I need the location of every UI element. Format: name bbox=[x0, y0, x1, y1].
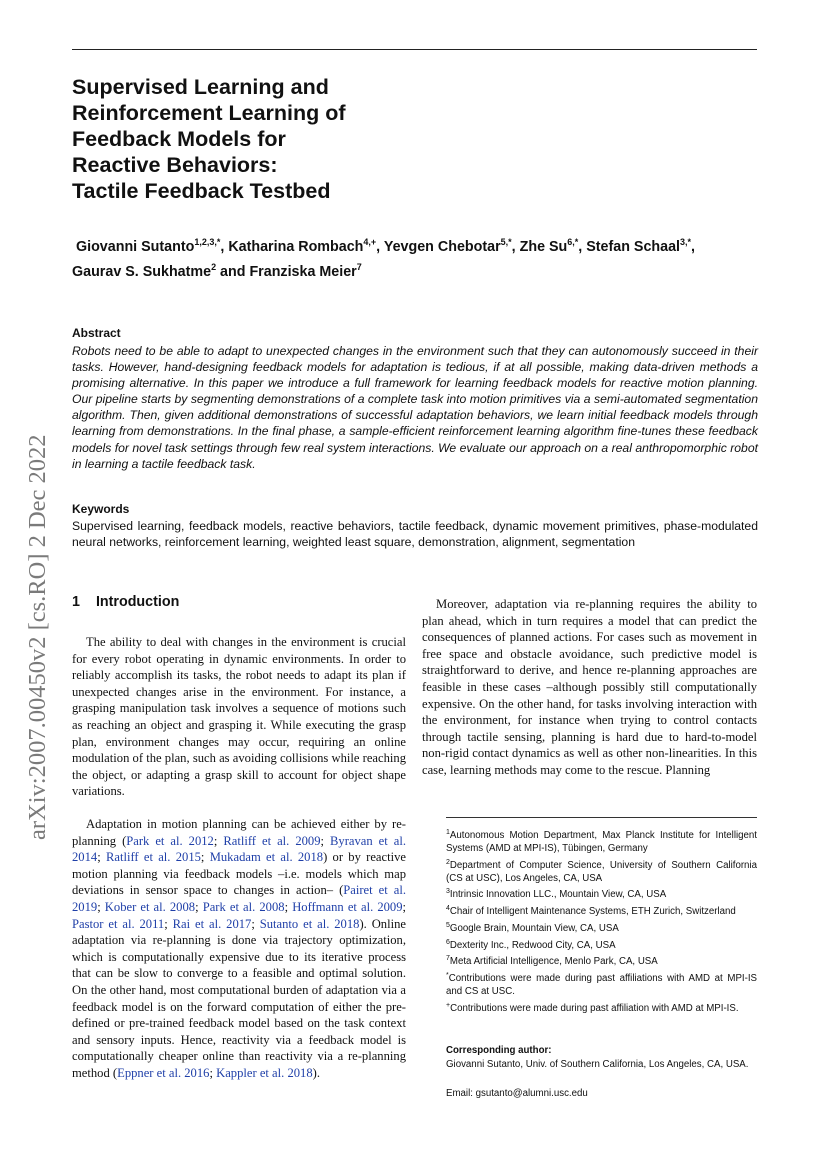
footnote-mark: 4 bbox=[446, 905, 450, 913]
footnote-mark: 7 bbox=[446, 955, 450, 963]
section-heading-introduction bbox=[72, 594, 179, 610]
affiliation-footnote bbox=[446, 856, 757, 885]
author-affiliation-mark: 5,* bbox=[500, 237, 512, 247]
affiliation-footnote bbox=[446, 919, 757, 935]
citation-link[interactable]: Rai et al. 2017 bbox=[172, 916, 252, 931]
intro-paragraph-3: Moreover, adaptation via re-planning requires the ability to plan ahead, which in turn requires a model that can predict the consequences of planned actions. For cases such as movement in free space and obstacle avoidance, such predictive model is straightforward to derive, and hence re-planning approaches are feasible in these cases –although possibly still computationally expensive. On the other hand, for tasks involving interaction with the environment, for instance when trying to control contacts through tactile sensing, planning is hard due to hard-to-model non-rigid contact dynamics as well as other non-linearities. In this case, learning methods may come to the rescue. Planning bbox=[422, 597, 757, 777]
citation-link[interactable]: Pairet et al. 2019 bbox=[72, 883, 407, 914]
title-line: Feedback Models for bbox=[72, 127, 286, 151]
corresponding-author-email[interactable]: Email: gsutanto@alumni.usc.edu bbox=[446, 1088, 588, 1099]
citation-link[interactable]: Ratliff et al. 2009 bbox=[223, 833, 321, 848]
footnote-mark: 1 bbox=[446, 829, 450, 836]
abstract-text: Robots need to be able to adapt to unexpected changes in the environment such that they can autonomously succeed in their tasks. However, hand-designing feedback models for adaptation is tedious, if at all possible, making data-driven methods a promising alternative. In this paper we introduce a full framework for learning feedback models for reactive motion planning. Our pipeline starts by segmenting demonstrations of a complete task into motion primitives via a semi-automated segmentation algorithm. Then, given additional demonstrations of successful adaptation behaviors, we learn initial feedback models through learning from demonstrations. In the final phase, a sample-efficient reinforcement learning algorithm fine-tunes these feedback models for novel task settings through few real system interactions. We evaluate our approach on a real anthropomorphic robot in learning a tactile feedback task. bbox=[72, 344, 758, 471]
title-line: Reactive Behaviors: bbox=[72, 153, 278, 177]
author-affiliation-mark: 6,* bbox=[567, 237, 579, 247]
author-list: Giovanni Sutanto$^{1,2,3,*}$, Katharina Rombach$^{4,+}$, Yevgen Chebotar$^{5,*}$, Zhe $Su^{6,*}$, Stefan Schaal$^{3,*}$, Gaurav S. Sukhatme$^2$ and Franziska Meier$^7$ bbox=[72, 237, 696, 280]
author-name: Yevgen Chebotar bbox=[383, 238, 501, 255]
affiliation-footnote bbox=[446, 969, 757, 998]
title-line: Tactile Feedback Testbed bbox=[72, 179, 331, 203]
author-name: Franziska Meier bbox=[249, 263, 357, 280]
citation-link[interactable]: Sutanto et al. 2018 bbox=[259, 916, 360, 931]
author-affiliation-mark: 3,* bbox=[680, 237, 692, 247]
citation-link[interactable]: Pastor et al. 2011 bbox=[72, 916, 165, 931]
citation-link[interactable]: Byravan et al. 2014 bbox=[72, 833, 406, 865]
footnote-mark: 6 bbox=[446, 938, 450, 946]
affiliation-footnote bbox=[446, 936, 757, 952]
author-name: Gaurav S. Sukhatme bbox=[72, 263, 212, 280]
section-number: 1 bbox=[72, 594, 80, 610]
author-affiliation-mark: 4,+ bbox=[363, 237, 377, 247]
footnote-text: Dexterity Inc., Redwood City, CA, USA bbox=[449, 939, 616, 951]
keywords-heading: Keywords bbox=[72, 502, 130, 516]
footnote-rule bbox=[446, 817, 757, 818]
affiliation-footnote bbox=[446, 952, 757, 968]
footnote-mark: + bbox=[446, 1001, 451, 1009]
corresponding-author-heading: Corresponding author: bbox=[446, 1045, 552, 1056]
author-name: Stefan Schaal bbox=[586, 238, 681, 255]
keywords-text: Supervised learning, feedback models, reactive behaviors, tactile feedback, dynamic movement primitives, phase-modulated neural networks, reinforcement learning, weighted least square, demonstration, alignment, segmentation bbox=[72, 519, 758, 550]
footnote-text: Contributions were made during past affiliation with AMD at MPI-IS. bbox=[450, 1003, 739, 1015]
author-affiliation-mark: 2 bbox=[211, 261, 217, 272]
affiliation-footnote bbox=[446, 826, 757, 855]
citation-link[interactable]: Eppner et al. 2016 bbox=[117, 1065, 210, 1080]
author-affiliation-mark: 7 bbox=[356, 261, 362, 272]
footnote-text: Contributions were made during past affiliations with AMD at MPI-IS and CS at USC. bbox=[446, 973, 757, 998]
footnote-text: Autonomous Motion Department, Max Planck Institute for Intelligent Systems (AMD at MPI-IS), Tübingen, Germany bbox=[446, 830, 757, 855]
citation-link[interactable]: Park et al. 2008 bbox=[202, 899, 285, 914]
section-title: Introduction bbox=[95, 594, 180, 610]
affiliation-footnote bbox=[446, 999, 757, 1015]
citation-link[interactable]: Park et al. 2012 bbox=[126, 833, 214, 848]
footnote-text: Meta Artificial Intelligence, Menlo Park, CA, USA bbox=[449, 956, 658, 968]
footnote-mark: 3 bbox=[446, 888, 450, 896]
footnote-text: Chair of Intelligent Maintenance Systems, ETH Zurich, Switzerland bbox=[449, 906, 736, 918]
author-affiliation-mark: 1,2,3,* bbox=[194, 237, 221, 247]
citation-link[interactable]: Hoffmann et al. 2009 bbox=[292, 899, 403, 914]
header-rule bbox=[72, 49, 757, 50]
title-line: Reinforcement Learning of bbox=[72, 101, 346, 125]
abstract-heading: Abstract bbox=[72, 326, 121, 340]
footnote-mark: 5 bbox=[446, 921, 450, 929]
affiliation-footnotes bbox=[446, 826, 757, 1016]
paper-title bbox=[72, 74, 432, 204]
footnote-text: Intrinsic Innovation LLC., Mountain View, CA, USA bbox=[449, 889, 667, 901]
author-name: Zhe Su bbox=[519, 238, 568, 255]
corresponding-author-text: Giovanni Sutanto, Univ. of Southern California, Los Angeles, CA, USA. bbox=[446, 1059, 749, 1070]
affiliation-footnote bbox=[446, 885, 757, 901]
affiliation-footnote bbox=[446, 902, 757, 918]
intro-paragraph-1: The ability to deal with changes in the environment is crucial for every robot operating in dynamic environments. In order to reliably accomplish its tasks, the robot needs to adapt its plan if unexpected changes arise in the environment. For instance, a grasping manipulation task involves a sequence of motions such as reaching an object and grasping it. While executing the grasp plan, environment changes may occur, requiring an online modulation of the plan, such as avoiding collisions while reaching the object, or adapting a grasp skill to account for object shape variations. bbox=[72, 635, 406, 799]
title-line: Supervised Learning and bbox=[72, 75, 329, 99]
footnote-mark: 2 bbox=[446, 858, 450, 866]
citation-link[interactable]: Kappler et al. 2018 bbox=[216, 1065, 313, 1080]
footnote-text: Department of Computer Science, University of Southern California (CS at USC), Los Angeles, CA, USA bbox=[446, 859, 757, 884]
arxiv-identifier[interactable]: arXiv:2007.00450v2 [cs.RO] 2 Dec 2022 bbox=[24, 434, 51, 840]
intro-paragraph-2: Adaptation in motion planning can be achieved either by re-planning (Park et al. 2012; Ratliff et al. 2009; Byravan et al. 2014; Ratliff et al. 2015; Mukadam et al. 2018) or by reactive motion planning via feedback models –i.e. models which map deviations in sensor space to changes in action– (Pairet et al. 2019; Kober et al. 2008; Park et al. 2008; Hoffmann et al. 2009; Pastor et al. 2011; Rai et al. 2017; Sutanto et al. 2018). Online adaptation via re-planning is done via trajectory optimization, which is computationally expensive due to its iterative process that can be slow to converge to a feasible and optimal solution. On the other hand, most computational burden of adaptation via a feedback model is on the forward computation of either the pre-defined or pre-trained feedback model based on the task context and sensory inputs. Hence, reactivity via a feedback model is computationally cheaper online than reactivity via a re-planning method (Eppner et al. 2016; Kappler et al. 2018). bbox=[72, 817, 407, 1080]
citation-link[interactable]: Ratliff et al. 2015 bbox=[105, 850, 201, 865]
citation-link[interactable]: Mukadam et al. 2018 bbox=[209, 850, 324, 865]
author-name: Katharina Rombach bbox=[228, 238, 364, 255]
author-name: Giovanni Sutanto bbox=[75, 238, 195, 255]
footnote-text: Google Brain, Mountain View, CA, USA bbox=[449, 923, 619, 935]
footnote-mark: * bbox=[446, 972, 449, 980]
citation-link[interactable]: Kober et al. 2008 bbox=[104, 899, 196, 914]
